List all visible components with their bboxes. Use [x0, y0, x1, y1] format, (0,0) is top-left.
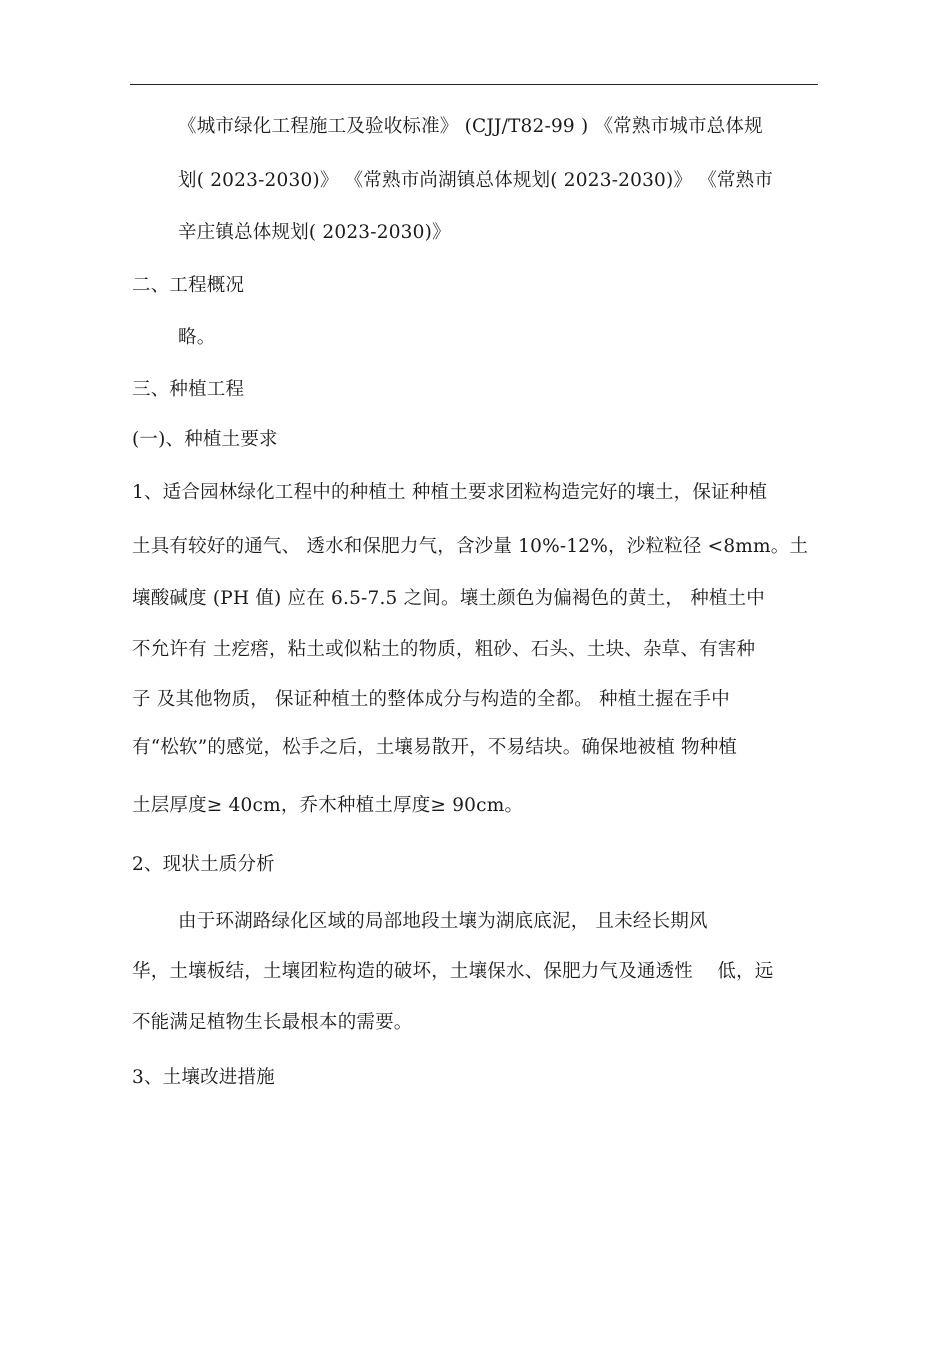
- heading-soil-improvement: 3、土壤改进措施: [132, 1067, 275, 1088]
- references-line-3: 辛庄镇总体规划( 2023-2030)》: [178, 222, 451, 243]
- references-line-1: 《城市绿化工程施工及验收标准》 (CJJ/T82-99 ) 《常熟市城市总体规: [178, 116, 763, 137]
- soil-requirements-line-5: 子 及其他物质， 保证种植土的整体成分与构造的全都。 种植土握在手中: [132, 689, 730, 710]
- heading-soil-analysis: 2、现状土质分析: [132, 854, 275, 875]
- soil-analysis-line-3: 不能满足植物生长最根本的需要。: [132, 1012, 413, 1033]
- section-heading-overview: 二、工程概况: [132, 275, 245, 296]
- references-line-2: 划( 2023-2030)》 《常熟市尚湖镇总体规划( 2023-2030)》 《常熟市: [178, 170, 774, 191]
- soil-analysis-line-2: 华，土壤板结，土壤团粒构造的破坏，土壤保水、保肥力气及通透性 低，远: [132, 961, 774, 982]
- soil-requirements-line-1: 1、适合园林绿化工程中的种植土 种植土要求团粒构造完好的壤土，保证种植: [132, 482, 768, 503]
- soil-requirements-line-7: 土层厚度≥ 40cm，乔木种植土厚度≥ 90cm。: [132, 795, 524, 816]
- soil-requirements-line-3: 壤酸碱度 (PH 值) 应在 6.5-7.5 之间。壤土颜色为偏褐色的黄土， 种植土中: [132, 588, 765, 609]
- overview-text: 略。: [178, 327, 216, 348]
- soil-analysis-line-1: 由于环湖路绿化区域的局部地段土壤为湖底底泥， 且未经长期风: [178, 911, 708, 932]
- header-rule: [130, 84, 818, 85]
- soil-requirements-line-6: 有“松软”的感觉，松手之后，土壤易散开，不易结块。确保地被植 物种植: [132, 737, 738, 758]
- subsection-heading-soil-requirements: (一)、种植土要求: [132, 429, 278, 450]
- soil-requirements-line-2: 土具有较好的通气、 透水和保肥力气，含沙量 10%-12%，沙粒粒径 <8mm。土: [132, 536, 809, 557]
- soil-requirements-line-4: 不允许有 土疙瘩，粘土或似粘土的物质，粗砂、石头、土块、杂草、有害种: [132, 639, 756, 660]
- section-heading-planting: 三、种植工程: [132, 379, 245, 400]
